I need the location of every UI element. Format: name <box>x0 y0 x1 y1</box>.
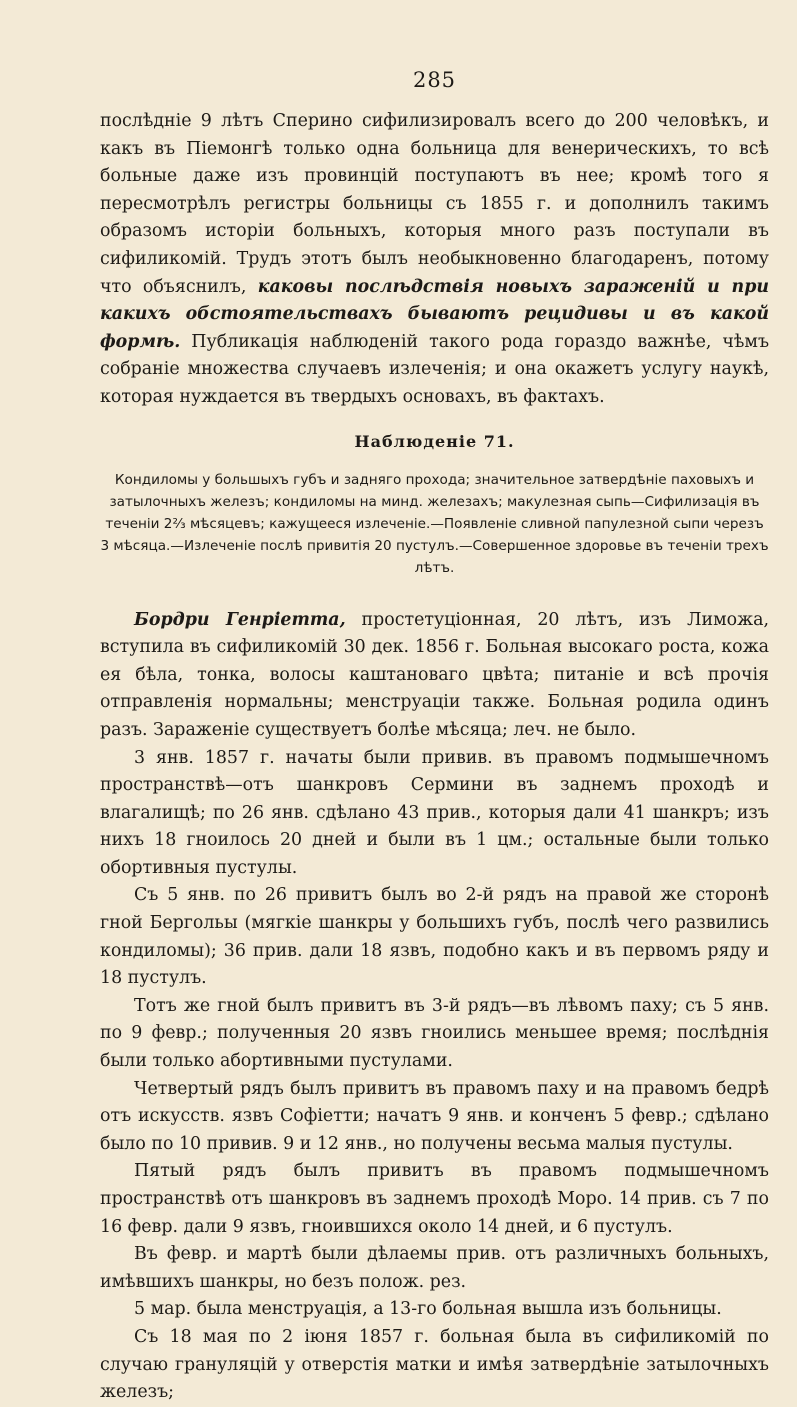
body-paragraph-4: Тотъ же гной былъ привитъ въ 3-й рядъ—въ лѣвомъ паху; съ 5 янв. по 9 февр.; полученныя 20 язвъ гноились меньшее время; послѣднія были только абортивными пустулами. <box>100 995 769 1072</box>
body-paragraph-8: 5 мар. была менструація, а 13-го больная вышла изъ больницы. <box>134 1299 722 1320</box>
page-number: 285 <box>412 68 457 92</box>
intro-text-b: Публикація наблюденій такого рода гораздо важнѣе, чѣмъ собраніе множества случаевъ излеченія; и она окажетъ услугу наукѣ, которая нуждается въ твердыхъ основахъ, въ фактахъ. <box>100 331 770 407</box>
intro-paragraph <box>100 108 769 412</box>
body-paragraph-2: 3 янв. 1857 г. начаты были привив. въ правомъ подмышечномъ пространствѣ—отъ шанкровъ Сермини въ заднемъ проходѣ и влагалищѣ; по 26 янв. сдѣлано 43 прив., которыя дали 41 шанкръ; изъ нихъ 18 гноилось 20 дней и были въ 1 цм.; остальные были только обортивныя пустулы. <box>100 747 769 878</box>
body-paragraph-7: Въ февр. и мартѣ были дѣлаемы прив. отъ различныхъ больныхъ, имѣвшихъ шанкры, но безъ полож. рез. <box>100 1244 769 1292</box>
intro-text-a: послѣдніе 9 лѣтъ Сперино сифилизировалъ всего до 200 человѣкъ, и какъ въ Піемонгѣ только одна больница для венерическихъ, то всѣ больные даже изъ провинцій поступаютъ въ нее; кромѣ того я пересмотрѣлъ регистры больницы съ 1855 г. и дополнилъ такимъ образомъ исторіи больныхъ, которыя много разъ поступали въ сифиликомій. Трудъ этотъ былъ необыкновенно благодаренъ, потому что объяснилъ, <box>100 111 769 297</box>
body-paragraph-1 <box>100 607 769 745</box>
summary-text: Кондиломы у большыхъ губъ и задняго прохода; значительное затвердѣніе паховыхъ и затылочныхъ железъ; кондиломы на минд. железахъ; макулезная сыпь—Сифилизація въ теченіи 2⅔ мѣсяцевъ; кажущееся излеченіе.—Появленіе сливной папулезной сыпи черезъ 3 мѣсяца.—Излеченіе послѣ привитія 20 пустулъ.—Совершенное здоровье въ теченіи трехъ лѣтъ. <box>100 471 769 576</box>
body-paragraph-5: Четвертый рядъ былъ привитъ въ правомъ паху и на правомъ бедрѣ отъ искусств. язвъ Софіетти; начатъ 9 янв. и конченъ 5 февр.; сдѣлано было по 10 привив. 9 и 12 янв., но получены весьма малыя пустулы. <box>100 1078 769 1154</box>
body-paragraph-9: Съ 18 мая по 2 іюня 1857 г. больная была въ сифиликомій по случаю грануляцій у отверстія матки и имѣя затвердѣніе затылочныхъ железъ; <box>100 1326 769 1403</box>
observation-heading: Наблюденіе 71. <box>354 431 515 451</box>
body-paragraph-3: Съ 5 янв. по 26 привитъ былъ во 2-й рядъ на правой же сторонѣ гной Бергольы (мягкіе шанкры у большихъ губъ, послѣ чего развились кондиломы); 36 прив. дали 18 язвъ, подобно какъ и въ первомъ ряду и 18 пустулъ. <box>100 885 769 989</box>
patient-name: Бордри Генріетта, <box>134 609 346 630</box>
body-text-1: простетуціонная, 20 лѣтъ, изъ Лиможа, вступила въ сифиликомій 30 дек. 1856 г. Больная высокаго роста, кожа ея бѣла, тонка, волосы каштановаго цвѣта; питаніе и всѣ прочія отправленія нормальны; менструаціи также. Больная родила одинъ разъ. Зараженіе существуетъ болѣе мѣсяца; леч. не было. <box>100 609 769 740</box>
observation-summary <box>100 469 769 579</box>
body-paragraph-6: Пятый рядъ былъ привитъ въ правомъ подмышечномъ пространствѣ отъ шанкровъ въ заднемъ проходѣ Моро. 14 прив. съ 7 по 16 февр. дали 9 язвъ, гноившихся около 14 дней, и 6 пустулъ. <box>100 1161 769 1237</box>
intro-emphasis: каковы послѣдствія новыхъ зараженій и при какихъ обстоятельствахъ бываютъ рецидивы и въ какой формѣ. <box>100 276 769 352</box>
